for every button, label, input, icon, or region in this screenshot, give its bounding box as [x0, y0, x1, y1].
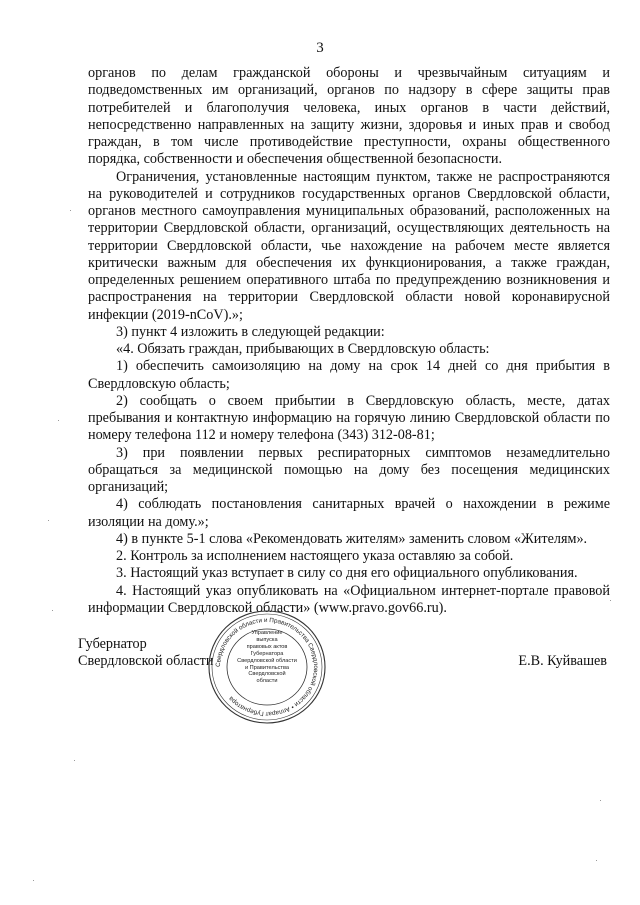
scan-speck [52, 610, 53, 611]
scan-speck [48, 520, 49, 521]
seal-line: и Правительства [245, 664, 289, 671]
official-seal-stamp [206, 608, 328, 726]
signatory-title [78, 636, 213, 670]
paragraph-9: 4) в пункте 5-1 слова «Рекомендовать жителям» заменить словом «Жителям». [116, 530, 588, 547]
signatory-title-line1: Губернатор [78, 636, 147, 652]
seal-line: Управление [251, 630, 283, 636]
paragraph-2: Ограничения, установленные настоящим пунктом, также не распространяются на руководителей и сотрудников государственных органов Свердловской области, органов местного самоуправления муниципальных образований, расположенных на территории Свердловской области, организаций, осуществляющих деятельность на территории Свердловской области, чье нахождение на рабочем месте является критически важным для обеспечения их функционирования, а также граждан, определенных решением оперативного штаба по предупреждению возникновения и распространения на территории Свердловской области новой коронавирусной инфекции (2019-nCoV).»; [88, 168, 610, 323]
scan-speck [70, 210, 71, 211]
signatory-name: Е.В. Куйвашев [518, 653, 607, 669]
decree-body [88, 65, 610, 617]
svg-text:Свердловской области и Правите: Свердловской области и Правительства Свердловской области • Аппарат Губернатора [214, 616, 320, 718]
seal-line: области [256, 678, 278, 685]
signatory-title-line2: Свердловской области [78, 653, 214, 669]
paragraph-11: 3. Настоящий указ вступает в силу со дня его официального опубликования. [116, 565, 578, 582]
page-number: 3 [316, 40, 324, 56]
scan-speck [58, 420, 59, 421]
seal-line: Губернатора [250, 650, 284, 657]
paragraph-12: 4. Настоящий указ опубликовать на «Официальном интернет-портале правовой информации Свердловской области» (www.pravo.gov66.ru). [88, 582, 610, 616]
scan-speck [600, 800, 601, 801]
seal-line: выпуска [256, 636, 278, 643]
paragraph-6: 2) сообщать о своем прибытии в Свердловскую область, месте, датах пребывания и контактную информацию на горячую линию Свердловской области по номеру телефона 112 и номеру телефона (343) 312-08-81; [88, 392, 610, 444]
seal-line: Свердловской [248, 671, 286, 678]
scan-speck [33, 880, 34, 881]
paragraph-1: органов по делам гражданской обороны и чрезвычайным ситуациям и подведомственных им организаций, органов по надзору в сфере защиты прав потребителей и благополучия человека, иных органов в части действий, непосредственно направленных на защиту жизни, здоровья и иных прав и свобод граждан, в том числе противодействие преступности, охраны общественного порядка, собственности и обеспечения общественной безопасности. [88, 65, 610, 168]
paragraph-4: «4. Обязать граждан, прибывающих в Свердловскую область: [116, 341, 490, 357]
seal-line: правовых актов [246, 643, 288, 650]
paragraph-8: 4) соблюдать постановления санитарных врачей о нахождении в режиме изоляции на дому.»; [88, 496, 610, 530]
scan-speck [610, 600, 611, 601]
paragraph-10: 2. Контроль за исполнением настоящего указа оставляю за собой. [116, 548, 514, 564]
scan-speck [596, 860, 597, 861]
paragraph-7: 3) при появлении первых респираторных симптомов незамедлительно обращаться за медицинской помощью на дому без посещения медицинских организаций; [88, 444, 610, 495]
seal-inner-text [228, 630, 306, 704]
paragraph-3: 3) пункт 4 изложить в следующей редакции: [116, 323, 385, 340]
scan-speck [74, 760, 75, 761]
paragraph-5: 1) обеспечить самоизоляцию на дому на срок 14 дней со дня прибытия в Свердловскую область; [88, 358, 610, 392]
scan-speck [120, 150, 121, 151]
seal-line: Свердловской области [237, 657, 297, 664]
